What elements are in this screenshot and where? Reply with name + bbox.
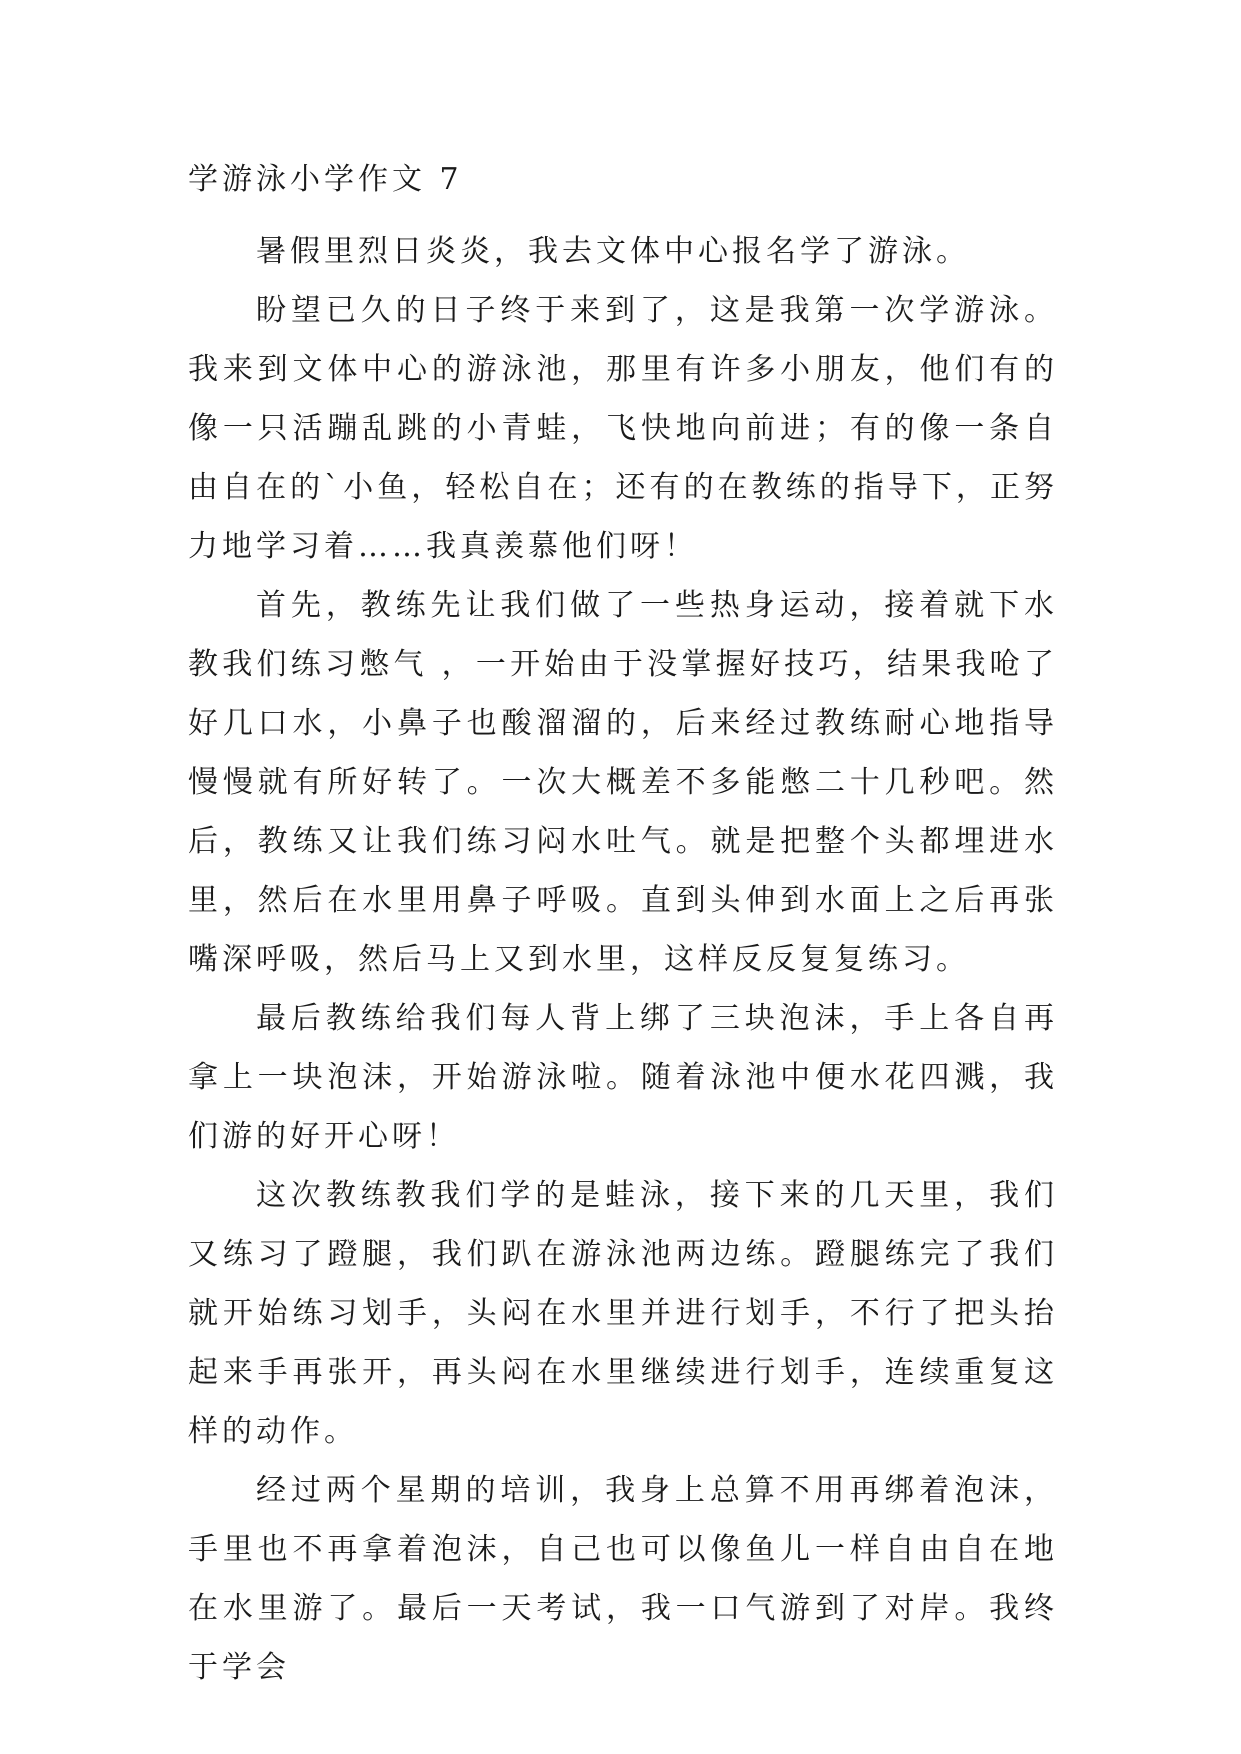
paragraph-4: 最后教练给我们每人背上绑了三块泡沫，手上各自再拿上一块泡沫，开始游泳啦。随着泳池中便水花四溅，我们游的好开心呀！ <box>188 1001 1058 1154</box>
paragraph-5: 这次教练教我们学的是蛙泳，接下来的几天里，我们又练习了蹬腿，我们趴在游泳池两边练。蹬腿练完了我们就开始练习划手，头闷在水里并进行划手，不行了把头抬起来手再张开，再头闷在水里继续进行划手，连续重复这样的动作。 <box>188 1178 1058 1449</box>
document-body <box>188 222 1058 1697</box>
paragraph-1: 暑假里烈日炎炎，我去文体中心报名学了游泳。 <box>256 234 970 269</box>
paragraph-6: 经过两个星期的培训，我身上总算不用再绑着泡沫，手里也不再拿着泡沫，自己也可以像鱼儿一样自由自在地在水里游了。最后一天考试，我一口气游到了对岸。我终于学会 <box>188 1473 1058 1685</box>
paragraph-2: 盼望已久的日子终于来到了，这是我第一次学游泳。我来到文体中心的游泳池，那里有许多小朋友，他们有的像一只活蹦乱跳的小青蛙，飞快地向前进；有的像一条自由自在的`小鱼，轻松自在；还有的在教练的指导下，正努力地学习着……我真羡慕他们呀！ <box>188 293 1058 564</box>
document-title: 学游泳小学作文 7 <box>188 162 463 197</box>
paragraph-3: 首先，教练先让我们做了一些热身运动，接着就下水教我们练习憋气 ，一开始由于没掌握好技巧，结果我呛了好几口水，小鼻子也酸溜溜的，后来经过教练耐心地指导慢慢就有所好转了。一次大概差不多能憋二十几秒吧。然后，教练又让我们练习闷水吐气。就是把整个头都埋进水里，然后在水里用鼻子呼吸。直到头伸到水面上之后再张嘴深呼吸，然后马上又到水里，这样反反复复练习。 <box>188 588 1058 977</box>
